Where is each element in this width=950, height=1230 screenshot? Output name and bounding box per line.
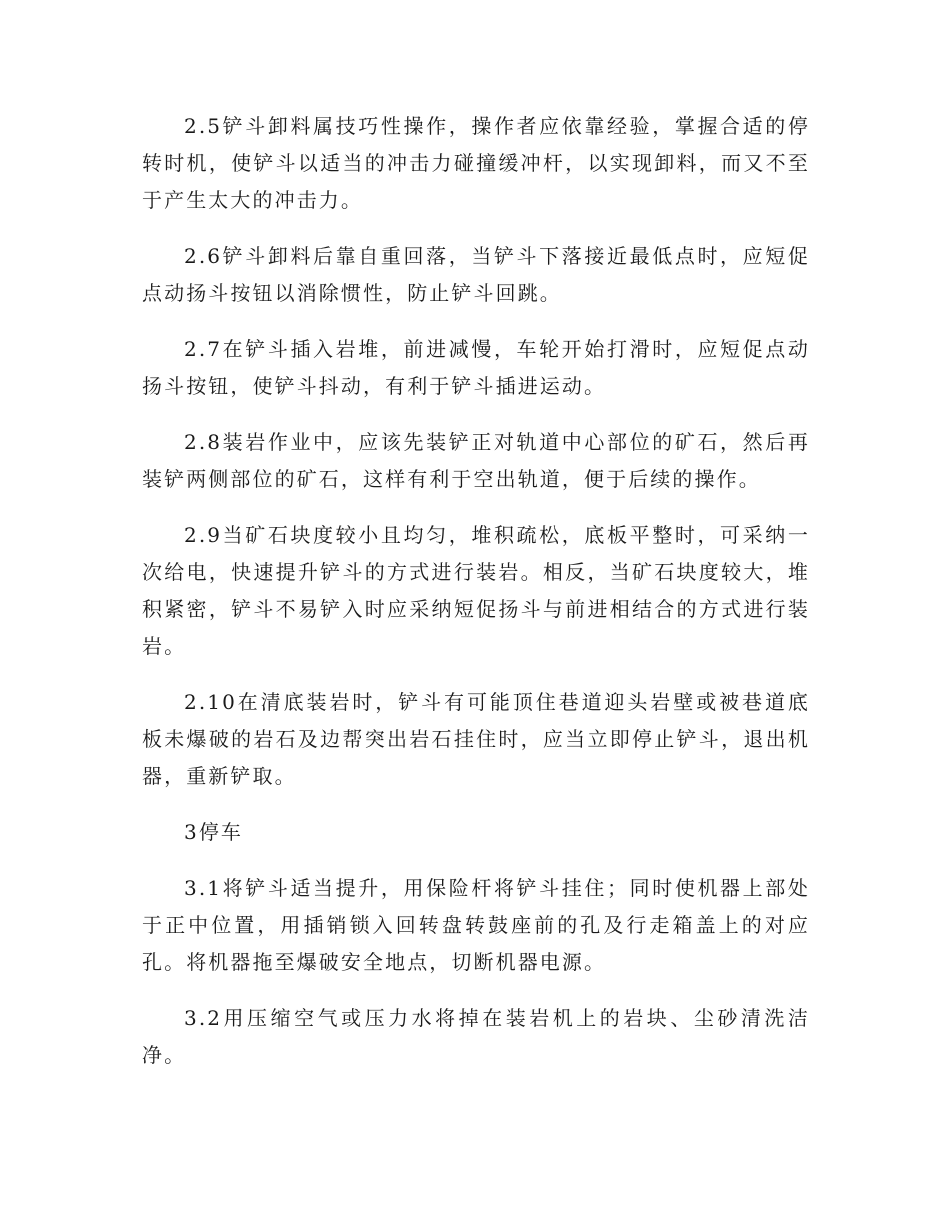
paragraph-2-7: 2.7在铲斗插入岩堆，前进减慢，车轮开始打滑时，应短促点动扬斗按钮，使铲斗抖动，有利于铲斗插进运动。 (142, 337, 810, 398)
paragraph-2-8: 2.8装岩作业中，应该先装铲正对轨道中心部位的矿石，然后再装铲两侧部位的矿石，这样有利于空出轨道，便于后续的操作。 (142, 430, 810, 491)
paragraph-2-6: 2.6铲斗卸料后靠自重回落，当铲斗下落接近最低点时，应短促点动扬斗按钮以消除惯性，防止铲斗回跳。 (142, 244, 810, 305)
paragraph-2-5: 2.5铲斗卸料属技巧性操作，操作者应依靠经验，掌握合适的停转时机，使铲斗以适当的冲击力碰撞缓冲杆，以实现卸料，而又不至于产生太大的冲击力。 (142, 114, 810, 212)
document-body (142, 108, 810, 1093)
paragraph-3-1: 3.1将铲斗适当提升，用保险杆将铲斗挂住；同时使机器上部处于正中位置，用插销锁入回转盘转鼓座前的孔及行走箱盖上的对应孔。将机器拖至爆破安全地点，切断机器电源。 (142, 876, 810, 974)
paragraph-2-9: 2.9当矿石块度较小且均匀，堆积疏松，底板平整时，可采纳一次给电，快速提升铲斗的方式进行装岩。相反，当矿石块度较大，堆积紧密，铲斗不易铲入时应采纳短促扬斗与前进相结合的方式进行装岩。 (142, 523, 810, 658)
paragraph-3-2: 3.2用压缩空气或压力水将掉在装岩机上的岩块、尘砂清洗洁净。 (142, 1006, 810, 1067)
section-heading-3: 3停车 (184, 820, 244, 844)
paragraph-2-10: 2.10在清底装岩时，铲斗有可能顶住巷道迎头岩壁或被巷道底板未爆破的岩石及边帮突出岩石挂住时，应当立即停止铲斗，退出机器，重新铲取。 (142, 690, 810, 788)
